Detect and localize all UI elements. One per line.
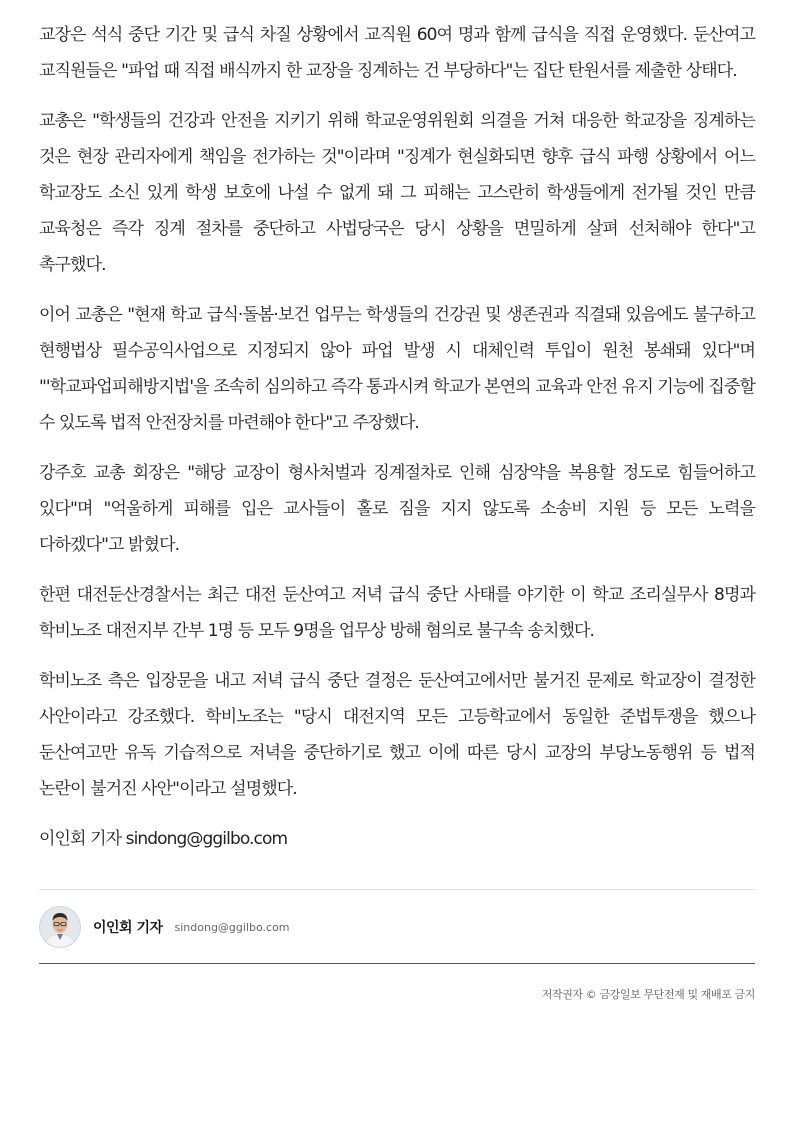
article-paragraph: 이어 교총은 "현재 학교 급식·돌봄·보건 업무는 학생들의 건강권 및 생존권과 직결돼 있음에도 불구하고 현행법상 필수공익사업으로 지정되지 않아 파업 발생 시 대체인력 투입이 원천 봉쇄돼 있다"며 "'학교파업피해방지법'을 조속히 심의하고 즉각 통과시켜 학교가 본연의 교육과 안전 유지 기능에 집중할 수 있도록 법적 안전장치를 마련해야 한다"고 주장했다. xyxy=(39,305,755,433)
article-paragraph: 교총은 "학생들의 건강과 안전을 지키기 위해 학교운영위원회 의결을 거쳐 대응한 학교장을 징계하는 것은 현장 관리자에게 책임을 전가하는 것"이라며 "징계가 현실화되면 향후 급식 파행 상황에서 어느 학교장도 소신 있게 학생 보호에 나설 수 없게 돼 그 피해는 고스란히 학생들에게 전가될 것인 만큼 교육청은 즉각 징계 절차를 중단하고 사법당국은 당시 상황을 면밀하게 살펴 선처해야 한다"고 촉구했다. xyxy=(39,111,755,275)
copyright-notice: 저작권자 © 금강일보 무단전재 및 재배포 금지 xyxy=(541,988,755,1001)
article-paragraph: 교장은 석식 중단 기간 및 급식 차질 상황에서 교직원 60여 명과 함께 급식을 직접 운영했다. 둔산여고 교직원들은 "파업 때 직접 배식까지 한 교장을 징계하는 건 부당하다"는 집단 탄원서를 제출한 상태다. xyxy=(39,25,755,81)
reporter-avatar[interactable] xyxy=(39,906,81,948)
reporter-photo-icon xyxy=(40,907,80,947)
reporter-divider-bottom xyxy=(39,963,755,964)
article-paragraph: 한편 대전둔산경찰서는 최근 대전 둔산여고 저녁 급식 중단 사태를 야기한 이 학교 조리실무사 8명과 학비노조 대전지부 간부 1명 등 모두 9명을 업무상 방해 혐의로 불구속 송치했다. xyxy=(39,585,755,641)
reporter-name[interactable]: 이인회 기자 xyxy=(93,920,163,936)
reporter-email[interactable]: sindong@ggilbo.com xyxy=(174,920,290,934)
article-body xyxy=(39,17,755,857)
reporter-divider-top xyxy=(39,889,755,890)
article-paragraph: 강주호 교총 회장은 "해당 교장이 형사처벌과 징계절차로 인해 심장약을 복용할 정도로 힘들어하고 있다"며 "억울하게 피해를 입은 교사들이 홀로 짐을 지지 않도록 소송비 지원 등 모든 노력을 다하겠다"고 밝혔다. xyxy=(39,463,755,555)
article-paragraph: 학비노조 측은 입장문을 내고 저녁 급식 중단 결정은 둔산여고에서만 불거진 문제로 학교장이 결정한 사안이라고 강조했다. 학비노조는 "당시 대전지역 모든 고등학교에서 동일한 준법투쟁을 했으나 둔산여고만 유독 기습적으로 저녁을 중단하기로 했고 이에 따른 당시 교장의 부당노동행위 등 법적 논란이 불거진 사안"이라고 설명했다. xyxy=(39,671,755,799)
article-byline: 이인회 기자 sindong@ggilbo.com xyxy=(39,829,288,849)
reporter-info[interactable] xyxy=(39,906,755,948)
